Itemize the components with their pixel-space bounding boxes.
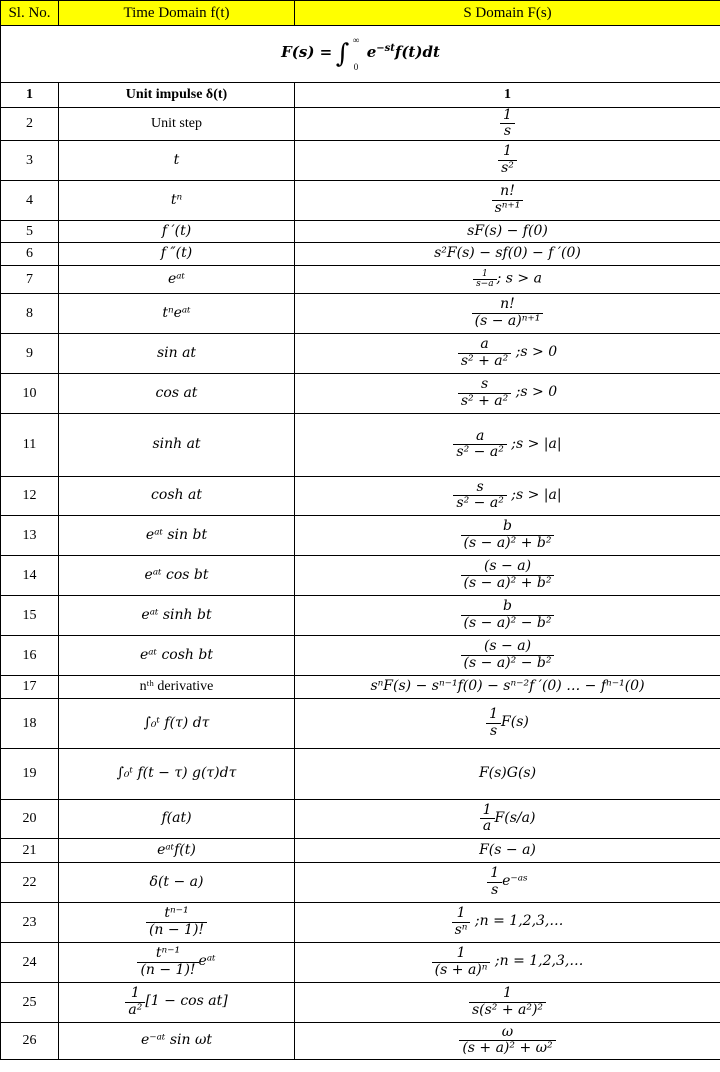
s-expression: sF(s) − f(0): [467, 222, 548, 239]
s-domain-cell: [295, 838, 720, 862]
s-fraction: [486, 707, 501, 739]
time-domain-cell: [59, 698, 295, 748]
table-row: [1, 333, 720, 373]
row-number: 12: [1, 476, 59, 515]
table-row: [1, 942, 720, 982]
time-domain-cell: [59, 413, 295, 476]
time-domain-cell: [59, 982, 295, 1022]
time-expression: f(at): [161, 810, 192, 827]
integral-limits: [353, 36, 359, 72]
row-number: 1: [1, 83, 59, 108]
time-expression: sin at: [156, 344, 197, 361]
s-domain-cell: [295, 675, 720, 698]
row-number: 15: [1, 595, 59, 635]
time-domain-cell: [59, 862, 295, 902]
s-numerator: (s − a): [461, 559, 555, 575]
s-denominator: (s − a)² + b²: [463, 534, 552, 551]
row-number: 22: [1, 862, 59, 902]
time-domain-cell: [59, 373, 295, 413]
s-domain-cell: [295, 515, 720, 555]
s-fraction: [498, 144, 517, 176]
s-domain-cell: [295, 220, 720, 242]
time-expression: eᵃᵗ cosh bt: [140, 646, 213, 663]
s-condition: ;n = 1,2,3,…: [470, 913, 564, 930]
s-fraction: [453, 429, 506, 461]
s-domain-cell: [295, 902, 720, 942]
time-expression: e⁻ᵃᵗ sin ωt: [140, 1032, 212, 1049]
time-expression: sinh at: [152, 436, 201, 453]
s-domain-cell: [295, 698, 720, 748]
s-fraction: [432, 946, 491, 978]
s-fraction: [458, 377, 511, 409]
table-row: [1, 413, 720, 476]
s-expression-tail: F(s): [501, 714, 529, 731]
s-domain-cell: [295, 413, 720, 476]
s-domain-cell: [295, 555, 720, 595]
s-fraction: [500, 108, 515, 140]
s-denominator: (s − a)ⁿ⁺¹: [474, 312, 541, 329]
time-numerator: tⁿ⁻¹: [137, 946, 198, 962]
s-numerator: 1: [486, 707, 501, 723]
time-domain-cell: [59, 635, 295, 675]
row-number: 2: [1, 108, 59, 141]
s-domain-cell: [295, 108, 720, 141]
definition-row: [1, 26, 720, 83]
s-numerator: ω: [459, 1025, 555, 1041]
s-denominator: (s − a)² − b²: [463, 654, 552, 671]
s-fraction: [473, 270, 497, 289]
table-row: [1, 476, 720, 515]
table-row: [1, 675, 720, 698]
s-domain-cell: [295, 293, 720, 333]
table-row: [1, 555, 720, 595]
s-numerator: 1: [500, 108, 515, 124]
time-domain-cell: [59, 108, 295, 141]
s-numerator: 1: [480, 803, 495, 819]
s-denominator: a: [482, 818, 492, 835]
s-fraction: [458, 337, 511, 369]
s-fraction: [461, 519, 555, 551]
row-number: 4: [1, 180, 59, 220]
time-numerator: tⁿ⁻¹: [146, 906, 207, 922]
table-row: [1, 140, 720, 180]
s-domain-cell: [295, 476, 720, 515]
row-number: 17: [1, 675, 59, 698]
s-numerator: 1: [473, 270, 497, 280]
time-expression: cos at: [155, 384, 198, 401]
s-numerator: n!: [492, 184, 524, 200]
s-domain-cell: [295, 180, 720, 220]
s-domain-cell: [295, 265, 720, 293]
row-number: 8: [1, 293, 59, 333]
row-number: 23: [1, 902, 59, 942]
table-row: [1, 220, 720, 242]
s-numerator: n!: [472, 297, 544, 313]
table-row: [1, 698, 720, 748]
s-numerator: s: [458, 377, 511, 393]
row-number: 18: [1, 698, 59, 748]
table-row: [1, 982, 720, 1022]
s-fraction: [492, 184, 524, 216]
s-denominator: s: [489, 722, 498, 739]
s-denominator: (s − a)² + b²: [463, 574, 552, 591]
time-fraction: [146, 906, 207, 938]
s-fraction: [453, 480, 506, 512]
header-row: [1, 1, 720, 26]
s-domain-cell: [295, 373, 720, 413]
s-numerator: 1: [487, 866, 502, 882]
time-domain-cell: [59, 180, 295, 220]
time-expression: f ″(t): [160, 245, 193, 262]
row-number: 11: [1, 413, 59, 476]
time-domain-cell: [59, 265, 295, 293]
s-domain-cell: [295, 799, 720, 838]
s-domain-cell: [295, 982, 720, 1022]
s-numerator: b: [461, 599, 555, 615]
s-denominator: s² + a²: [460, 352, 509, 369]
s-denominator: sⁿ⁺¹: [494, 199, 521, 216]
row-number: 5: [1, 220, 59, 242]
s-denominator: s: [503, 123, 512, 140]
header-sl-no: Sl. No.: [1, 1, 59, 26]
row-number: 24: [1, 942, 59, 982]
table-row: [1, 108, 720, 141]
s-domain-cell: [295, 862, 720, 902]
s-denominator: s(s² + a²)²: [471, 1001, 544, 1018]
time-expression: eᵃᵗ sinh bt: [141, 606, 212, 623]
time-domain-cell: [59, 220, 295, 242]
s-numerator: 1: [432, 946, 491, 962]
row-number: 16: [1, 635, 59, 675]
time-domain-cell: [59, 675, 295, 698]
time-denominator: a²: [128, 1001, 143, 1018]
s-denominator: s²: [501, 159, 514, 176]
time-domain-cell: [59, 83, 295, 108]
s-expression-tail: F(s/a): [494, 810, 536, 826]
integral-sign: ∫: [335, 38, 350, 69]
time-domain-cell: [59, 595, 295, 635]
s-condition: ;s > |a|: [506, 436, 562, 452]
time-domain-cell: [59, 748, 295, 799]
s-numerator: s: [453, 480, 506, 496]
s-numerator: a: [453, 429, 506, 445]
s-domain-cell: [295, 748, 720, 799]
time-domain-cell: [59, 799, 295, 838]
row-number: 20: [1, 799, 59, 838]
time-expression: nᵗʰ derivative: [139, 679, 214, 695]
table-row: [1, 635, 720, 675]
s-fraction: [472, 297, 544, 329]
row-number: 21: [1, 838, 59, 862]
table-row: [1, 748, 720, 799]
s-denominator: s² − a²: [456, 495, 504, 512]
s-denominator: (s + a)ⁿ: [434, 961, 488, 978]
time-denominator: (n − 1)!: [148, 921, 205, 938]
s-denominator: s−a: [476, 278, 494, 289]
s-expression-tail: e⁻ᵃˢ: [502, 873, 528, 890]
s-condition: ; s > a: [496, 270, 542, 287]
table-row: [1, 515, 720, 555]
table-row: [1, 799, 720, 838]
time-expression: ∫₀ᵗ f(t − τ) g(τ)dτ: [116, 765, 237, 782]
row-number: 19: [1, 748, 59, 799]
time-expression: Unit impulse δ(t): [125, 87, 228, 103]
row-number: 14: [1, 555, 59, 595]
row-number: 6: [1, 242, 59, 265]
table-row: [1, 242, 720, 265]
s-denominator: s² − a²: [456, 444, 504, 461]
s-numerator: (s − a): [461, 639, 555, 655]
header-s-domain: S Domain F(s): [295, 1, 720, 26]
time-expression: f ′(t): [161, 222, 192, 239]
s-domain-cell: [295, 942, 720, 982]
definition-lhs: F(s) =: [281, 43, 333, 62]
s-expression: 1: [504, 87, 511, 103]
s-fraction: [461, 559, 555, 591]
row-number: 26: [1, 1022, 59, 1059]
time-domain-cell: [59, 515, 295, 555]
s-domain-cell: [295, 333, 720, 373]
s-numerator: 1: [452, 906, 471, 922]
s-domain-cell: [295, 635, 720, 675]
row-number: 10: [1, 373, 59, 413]
s-denominator: (s + a)² + ω²: [462, 1040, 553, 1057]
s-domain-cell: [295, 83, 720, 108]
row-number: 13: [1, 515, 59, 555]
s-denominator: (s − a)² − b²: [463, 614, 552, 631]
s-numerator: b: [461, 519, 555, 535]
row-number: 9: [1, 333, 59, 373]
time-expression: tⁿeᵃᵗ: [162, 304, 191, 321]
time-domain-cell: [59, 140, 295, 180]
s-expression: F(s − a): [479, 841, 536, 858]
time-denominator: (n − 1)!: [140, 961, 196, 978]
table-row: [1, 373, 720, 413]
time-expression: eᵃᵗf(t): [157, 841, 196, 858]
s-condition: ;n = 1,2,3,…: [490, 953, 584, 970]
time-domain-cell: [59, 476, 295, 515]
time-expression: tⁿ: [170, 191, 183, 208]
integral-upper: ∞: [352, 35, 360, 45]
s-fraction: [452, 906, 471, 938]
row-number: 3: [1, 140, 59, 180]
time-expression: cosh at: [151, 487, 202, 504]
s-fraction: [459, 1025, 555, 1057]
time-domain-cell: [59, 1022, 295, 1059]
s-domain-cell: [295, 595, 720, 635]
table-row: [1, 1022, 720, 1059]
s-expression: sⁿF(s) − sⁿ⁻¹f(0) − sⁿ⁻²f ′(0) … − fⁿ⁻¹(0): [370, 678, 645, 695]
header-time-domain: Time Domain f(t): [59, 1, 295, 26]
definition-formula: [1, 26, 720, 83]
time-domain-cell: [59, 333, 295, 373]
s-fraction: [487, 866, 502, 898]
s-denominator: sⁿ: [454, 921, 468, 938]
table-row: [1, 595, 720, 635]
s-denominator: s: [491, 881, 499, 898]
table-row: [1, 180, 720, 220]
s-denominator: s² + a²: [460, 392, 509, 409]
table-row: [1, 902, 720, 942]
time-domain-cell: [59, 293, 295, 333]
integrand: $e^{-st}f(t)dt$: [366, 43, 440, 62]
time-expression: Unit step: [151, 116, 202, 132]
time-numerator: 1: [125, 986, 145, 1002]
time-fraction: [137, 946, 198, 978]
time-expression: eᵃᵗ sin bt: [145, 526, 208, 543]
s-condition: ;s > 0: [511, 344, 558, 361]
time-expression-tail: eᵃᵗ: [198, 953, 216, 970]
s-condition: ;s > 0: [511, 384, 558, 401]
time-domain-cell: [59, 242, 295, 265]
s-fraction: [461, 639, 555, 671]
s-fraction: [480, 803, 495, 835]
s-expression: F(s)G(s): [478, 765, 537, 782]
time-expression-tail: [1 − cos at]: [145, 993, 228, 1010]
time-domain-cell: [59, 838, 295, 862]
s-numerator: 1: [498, 144, 517, 160]
table-row: [1, 265, 720, 293]
s-condition: ;s > |a|: [506, 487, 562, 503]
s-expression: s²F(s) − sf(0) − f ′(0): [434, 245, 581, 262]
s-fraction: [461, 599, 555, 631]
s-domain-cell: [295, 140, 720, 180]
time-domain-cell: [59, 942, 295, 982]
s-fraction: [469, 986, 546, 1018]
row-number: 7: [1, 265, 59, 293]
time-expression: eᵃᵗ cos bt: [144, 566, 209, 583]
s-numerator: a: [458, 337, 511, 353]
time-domain-cell: [59, 902, 295, 942]
s-numerator: 1: [469, 986, 546, 1002]
time-expression: eᵃᵗ: [168, 270, 185, 287]
row-number: 25: [1, 982, 59, 1022]
s-domain-cell: [295, 1022, 720, 1059]
table-row: [1, 862, 720, 902]
table-row: [1, 83, 720, 108]
time-expression: δ(t − a): [149, 873, 204, 890]
time-expression: t: [173, 151, 180, 168]
table-row: [1, 838, 720, 862]
s-domain-cell: [295, 242, 720, 265]
time-expression: ∫₀ᵗ f(τ) dτ: [143, 714, 210, 731]
time-fraction: [125, 986, 145, 1018]
integral-lower: 0: [353, 62, 359, 72]
table-row: [1, 293, 720, 333]
time-domain-cell: [59, 555, 295, 595]
